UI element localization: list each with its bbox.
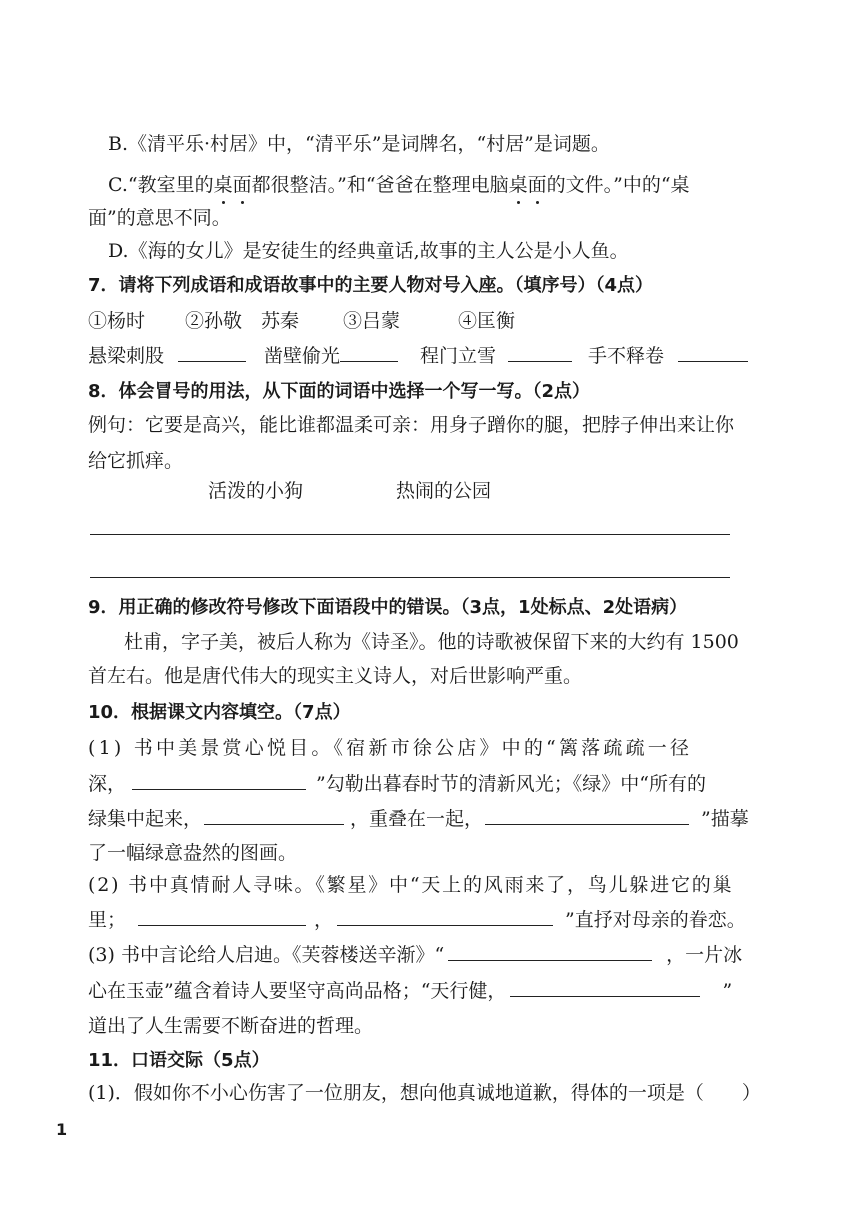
q8-title: 8．体会冒号的用法，从下面的词语中选择一个写一写。（2点） [88, 381, 591, 402]
q7-title: 7．请将下列成语和成语故事中的主要人物对号入座。（填序号）（4点） [88, 275, 654, 296]
page-number: 1 [56, 1120, 68, 1139]
q7-idiom-4: 手不释卷 [588, 345, 665, 367]
q9-paragraph-line2: 首左右。他是唐代伟大的现实主义诗人，对后世影响严重。 [88, 665, 583, 687]
q7-idiom-1: 悬梁刺股 [88, 345, 165, 367]
q8-writing-line-1[interactable] [90, 534, 730, 535]
q11-title: 11．口语交际（5点） [88, 1050, 270, 1071]
q7-options [88, 308, 515, 334]
q8-example-line1: 例句：它要是高兴，能比谁都温柔可亲：用身子蹭你的腿，把脖子伸出来让你 [88, 414, 735, 436]
q8-word-2: 热闹的公园 [396, 480, 492, 502]
q10-item3-line2: 心在玉壶”蕴含着诗人要坚守高尚品格；“天行健， ” [88, 980, 733, 1002]
q7-option-1: ①杨时 [88, 310, 146, 332]
q10-item1-line1: (1) 书中美景赏心悦目。《宿新市徐公店》中的“篱落疏疏一径 [88, 737, 693, 759]
q10-blank-4[interactable] [138, 907, 306, 926]
q6-option-d: D.《海的女儿》是安徒生的经典童话,故事的主人公是小人鱼。 [108, 240, 629, 262]
q11-item1: (1)．假如你不小心伤害了一位朋友，想向他真诚地道歉，得体的一项是（ ） [88, 1082, 761, 1104]
q10-item3-line1: (3) 书中言论给人启迪。《芙蓉楼送辛渐》“ ，一片冰 [88, 944, 743, 966]
q10-blank-7[interactable] [510, 978, 700, 997]
q7-idiom-2: 凿壁偷光 [264, 345, 341, 367]
q6-option-b: B.《清平乐·村居》中，“清平乐”是词牌名，“村居”是词题。 [108, 133, 610, 155]
q7-answer-blank-1[interactable] [178, 343, 246, 362]
q7-answer-blank-3[interactable] [508, 343, 572, 362]
q9-paragraph-line1: 杜甫，字子美，被后人称为《诗圣》。他的诗歌被保留下来的大约有 1500 [124, 631, 739, 653]
q6-option-c-line2: 面”的意思不同。 [88, 207, 231, 229]
q8-example-line2: 给它抓痒。 [88, 450, 184, 472]
q7-answer-blank-4[interactable] [678, 343, 748, 362]
q10-blank-3[interactable] [485, 806, 689, 825]
q9-title: 9．用正确的修改符号修改下面语段中的错误。（3点，1处标点、2处语病） [88, 597, 688, 618]
q10-title: 10．根据课文内容填空。（7点） [88, 702, 351, 723]
q7-option-4: ④匡衡 [458, 310, 516, 332]
q8-writing-line-2[interactable] [90, 577, 730, 578]
q8-word-1: 活泼的小狗 [208, 480, 304, 502]
q7-option-3: ③吕蒙 [343, 310, 401, 332]
q10-blank-6[interactable] [448, 942, 652, 961]
q7-answer-blank-2[interactable] [340, 343, 398, 362]
q10-item2-line1: (2) 书中真情耐人寻味。《繁星》中“天上的风雨来了，鸟儿躲进它的巢 [88, 874, 734, 896]
q7-option-2: ②孙敬 苏秦 [185, 310, 300, 332]
q10-item2-line2: 里； ， ”直抒对母亲的眷恋。 [88, 909, 746, 931]
q7-idiom-3: 程门立雪 [420, 345, 497, 367]
q10-blank-5[interactable] [337, 907, 553, 926]
q10-item1-line2: 深， ”勾勒出暮春时节的清新风光；《绿》中“所有的 [88, 773, 706, 795]
q10-item3-line3: 道出了人生需要不断奋进的哲理。 [88, 1015, 374, 1037]
q7-idioms [88, 343, 748, 369]
q10-item1-line4: 了一幅绿意盎然的图画。 [88, 842, 298, 864]
q10-blank-1[interactable] [132, 771, 306, 790]
q10-blank-2[interactable] [204, 806, 344, 825]
q10-item1-line3: 绿集中起来， ，重叠在一起， ”描摹 [88, 808, 749, 830]
q6-option-c-line1: C.“教室里的桌面都很整洁。”和“爸爸在整理电脑桌面的文件。”中的“桌 [108, 174, 690, 196]
